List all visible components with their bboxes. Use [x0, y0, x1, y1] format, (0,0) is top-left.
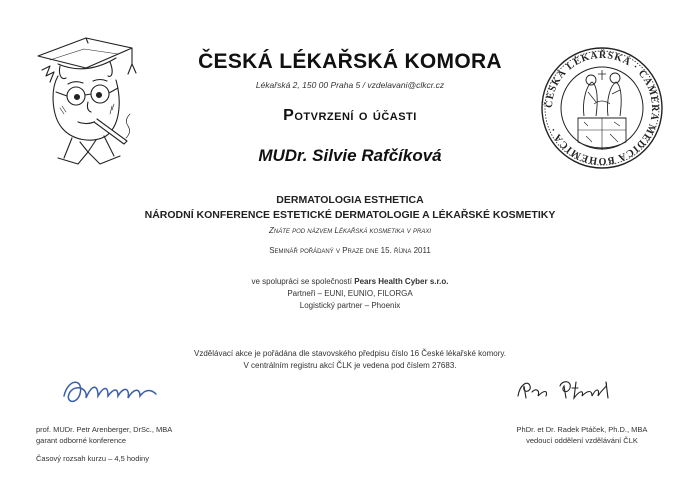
left-signatory-role: garant odborné konference: [36, 436, 127, 445]
left-signature: [58, 374, 168, 410]
cooperation-prefix: ve spolupráci se společností: [251, 277, 355, 286]
organization-name: ČESKÁ LÉKAŘSKÁ KOMORA: [198, 50, 502, 73]
event-name: DERMATOLOGIA ESTHETICA: [276, 194, 424, 206]
logistics-partner-line: Logistický partner – Phoenix: [299, 301, 401, 310]
regulation-note: Vzdělávací akce je pořádána dle stavovského předpisu číslo 16 České lékařské komory.: [193, 349, 506, 358]
participant-name: MUDr. Silvie Rafčíková: [258, 146, 442, 165]
certificate-title: Potvrzení o účasti: [283, 107, 417, 124]
event-date: Seminář pořádaný v Praze dne 15. října 2011: [269, 246, 431, 255]
seal-text: ČESKÁ LÉKAŘSKÁ · CAMERA MEDICA BOHEMICA ·: [543, 49, 661, 167]
event-subtitle: NÁRODNÍ KONFERENCE ESTETICKÉ DERMATOLOGIE A LÉKAŘSKÉ KOSMETIKY: [144, 209, 556, 221]
right-signatory-role: vedoucí oddělení vzdělávání ČLK: [526, 436, 638, 445]
registry-note: V centrálním registru akcí ČLK je vedena pod číslem 27683.: [243, 361, 457, 370]
right-signatory-name: PhDr. et Dr. Radek Ptáček, Ph.D., MBA: [516, 425, 648, 434]
event-alias: Znáte pod názvem Lékařská kosmetika v praxi: [268, 226, 432, 235]
left-signatory-name: prof. MUDr. Petr Arenberger, DrSc., MBA: [36, 425, 173, 434]
cooperation-company: Pears Health Cyber s.r.o.: [354, 277, 449, 286]
partners-line: Partneři – EUNI, EUNIO, FILORGA: [287, 289, 413, 298]
cooperation-line: [0, 277, 700, 286]
course-duration: Časový rozsah kurzu – 4,5 hodiny: [36, 454, 149, 463]
organization-address: Lékařská 2, 150 00 Praha 5 / vzdelavani@clkcr.cz: [255, 80, 445, 90]
right-signature: [514, 376, 624, 406]
